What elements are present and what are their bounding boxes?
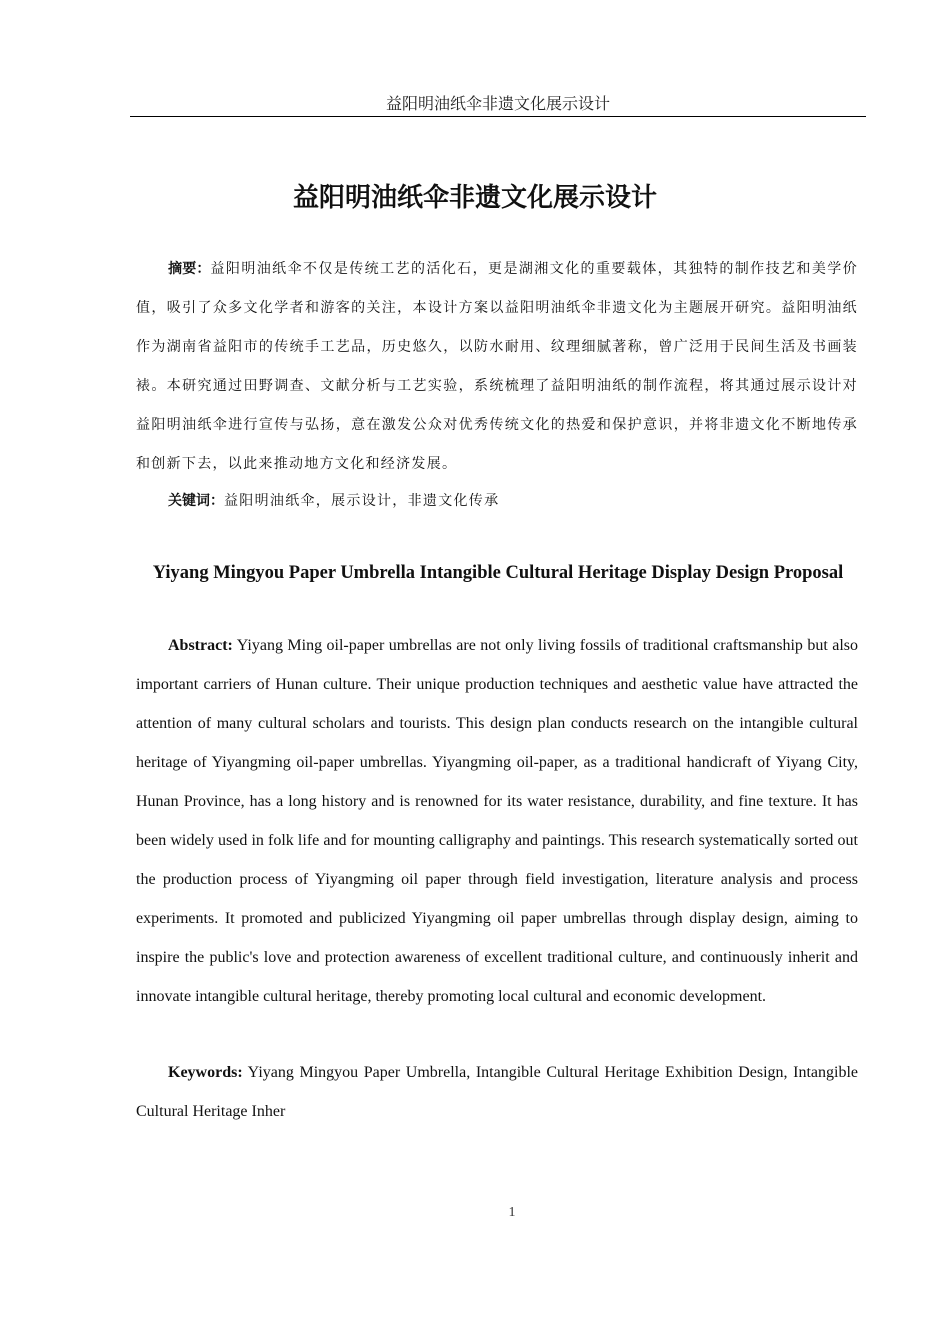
keywords-english-label: Keywords:	[168, 1064, 243, 1081]
abstract-chinese-text: 益阳明油纸伞不仅是传统工艺的活化石，更是湖湘文化的重要载体，其独特的制作技艺和美学价值，吸引了众多文化学者和游客的关注，本设计方案以益阳明油纸伞非遗文化为主题展开研究。益阳明油纸作为湖南省益阳市的传统手工艺品，历史悠久，以防水耐用、纹理细腻著称，曾广泛用于民间生活及书画装裱。本研究通过田野调查、文献分析与工艺实验，系统梳理了益阳明油纸的制作流程，将其通过展示设计对益阳明油纸伞进行宣传与弘扬，意在激发公众对优秀传统文化的热爱和保护意识，并将非遗文化不断地传承和创新下去，以此来推动地方文化和经济发展。	[136, 261, 858, 472]
keywords-english-text: Yiyang Mingyou Paper Umbrella, Intangible Cultural Heritage Exhibition Design, Intangible Cultural Heritage Inher	[136, 1064, 859, 1120]
page-title-chinese: 益阳明油纸伞非遗文化展示设计	[292, 183, 657, 213]
abstract-chinese	[136, 250, 858, 484]
page-number: 1	[508, 1205, 516, 1220]
page-title-english: Yiyang Mingyou Paper Umbrella Intangible Cultural Heritage Display Design Proposal	[152, 563, 844, 583]
running-header: 益阳明油纸伞非遗文化展示设计	[130, 95, 866, 117]
abstract-english-label: Abstract:	[168, 637, 233, 654]
keywords-chinese-label: 关键词：	[168, 493, 224, 509]
abstract-chinese-label: 摘要：	[168, 261, 211, 277]
keywords-english	[136, 1053, 858, 1131]
abstract-english-text: Yiyang Ming oil-paper umbrellas are not only living fossils of traditional craftsmanship but also important carriers of Hunan culture. Their unique production techniques and aesthetic value have attracted the attention of many cultural scholars and tourists. This design plan conducts research on the intangible cultural heritage of Yiyangming oil-paper umbrellas. Yiyangming oil-paper, as a traditional handicraft of Yiyang City, Hunan Province, has a long history and is renowned for its water resistance, durability, and fine texture. It has been widely used in folk life and for mounting calligraphy and paintings. This research systematically sorted out the production process of Yiyangming oil paper through field investigation, literature analysis and process experiments. It promoted and publicized Yiyangming oil paper umbrellas through display design, aiming to inspire the public's love and protection awareness of excellent traditional culture, and continuously inherit and innovate intangible cultural heritage, thereby promoting local cultural and economic development.	[136, 637, 858, 1005]
keywords-chinese	[136, 482, 858, 521]
abstract-english	[136, 626, 858, 1016]
keywords-chinese-text: 益阳明油纸伞，展示设计，非遗文化传承	[224, 493, 500, 509]
